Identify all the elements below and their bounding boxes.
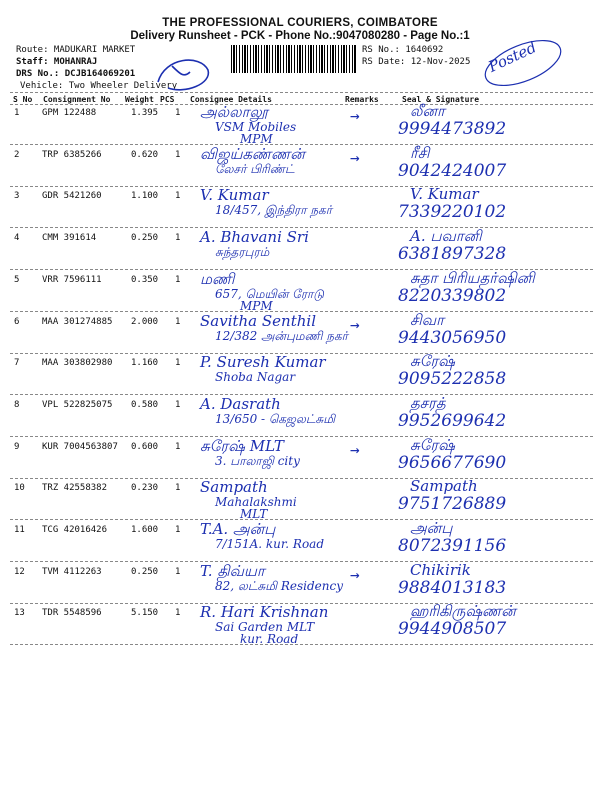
row-consignee-area: MLT [240,507,268,522]
row-weight: 0.350 [131,274,159,285]
row-signature: ஹரிகிருஷ்ணன் [410,602,516,621]
row-consignee-address: 13/650 - கெஜலட்சுமி [215,411,336,426]
row-signature: Sampath [410,477,478,496]
drs-number: DRS No.: DCJB164069201 [16,69,136,79]
row-phone: 8220339802 [398,285,507,306]
row-signature: ரீசி [410,143,430,162]
row-sno: 10 [14,483,25,494]
row-weight: 0.250 [131,566,159,577]
row-signature: சுரேஷ் [410,352,455,371]
row-consignee-area: MPM [240,132,273,146]
row-divider [10,186,593,187]
row-weight: 0.230 [131,483,159,494]
row-consignee-name: V. Kumar [200,186,269,205]
row-remark-arrow: → [350,314,360,334]
posted-circle [478,35,568,90]
row-remark-arrow: → [350,147,360,167]
row-divider [10,561,593,562]
row-consignee-address: Mahalakshmi [215,495,297,510]
posted-annotation: Posted [485,38,540,76]
runsheet-subtitle: Delivery Runsheet - PCK - Phone No.:9047080280 - Page No.:1 [130,30,470,42]
row-divider [10,394,593,395]
row-phone: 9944908507 [398,619,507,640]
row-weight: 1.600 [131,525,159,535]
row-sno: 1 [14,108,20,118]
route-label: Route: MADUKARI MARKET [16,45,136,55]
row-weight: 0.620 [131,149,159,160]
row-signature: சுரேஷ் [410,435,455,454]
row-pcs: 1 [175,108,181,118]
row-pcs: 1 [175,399,181,410]
row-consignee-name: T. திவ்யா [200,561,265,580]
row-sno: 11 [14,525,25,535]
row-sno: 7 [14,358,20,369]
row-consignee-name: Savitha Senthil [200,311,316,330]
row-consignee-address: 82, லட்சுமி Residency [215,578,344,593]
row-sno: 6 [14,316,20,327]
row-pcs: 1 [175,608,181,619]
row-signature: சிவா [410,310,444,329]
row-consignment-no: MAA 303802980 [42,358,113,369]
row-consignee-address: 18/457, இந்திரா நகர் [215,203,332,218]
row-divider [10,436,593,437]
row-consignment-no: MAA 301274885 [42,316,113,327]
row-pcs: 1 [175,566,181,577]
row-remark-arrow: → [350,106,360,125]
row-phone: 9952699642 [398,410,507,431]
rs-date: RS Date: 12-Nov-2025 [362,57,471,67]
row-weight: 0.600 [131,441,159,452]
row-consignee-name: A. Bhavani Sri [200,228,309,247]
row-consignee-address: Shoba Nagar [215,370,296,385]
row-pcs: 1 [175,274,181,285]
staff-label: Staff: MOHANRAJ [16,57,98,67]
row-consignee-address: 657, மெயின் ரோடு [215,286,324,301]
row-consignment-no: TDR 5548596 [42,608,102,619]
row-consignee-name: அல்லாலூ [200,103,268,121]
row-consignee-address: Sai Garden MLT [215,620,315,635]
vehicle-label: Vehicle: Two Wheeler Delivery [20,81,178,91]
row-signature: A. பவானி [410,227,482,246]
col-remarks: Remarks [345,95,379,104]
row-phone: 9095222858 [398,369,507,390]
row-consignee-address: 12/382 அன்புமணி நகர் [215,328,348,343]
col-weight: Weight [125,95,154,104]
row-consignment-no: GDR 5421260 [42,191,102,202]
row-consignment-no: VPL 522825075 [42,399,113,410]
row-consignee-name: A. Dasrath [200,394,281,413]
row-phone: 9751726889 [398,494,507,515]
row-pcs: 1 [175,525,181,535]
row-divider [10,519,593,520]
row-sno: 9 [14,441,20,452]
row-consignee-name: விஜய்கண்ணன் [200,144,305,163]
row-signature: Chikirik [410,560,471,579]
row-phone: 7339220102 [398,202,507,223]
row-pcs: 1 [175,441,181,452]
row-phone: 9042424007 [398,160,507,181]
row-consignment-no: GPM 122488 [42,108,97,118]
row-consignee-address: சுந்தரபுரம் [215,245,270,260]
staff-mark-scrawl [150,52,215,97]
row-pcs: 1 [175,233,181,244]
row-sno: 3 [14,191,20,202]
row-divider [10,644,593,645]
row-remark-arrow: → [350,439,360,459]
row-consignment-no: VRR 7596111 [42,274,102,285]
row-pcs: 1 [175,358,181,369]
row-signature: சுதா பிரியதர்ஷினி [410,268,535,287]
row-pcs: 1 [175,149,181,160]
row-consignee-name: மணி [200,269,235,288]
row-weight: 0.250 [131,233,159,244]
row-consignment-no: CMM 391614 [42,233,97,244]
row-phone: 9443056950 [398,327,507,348]
row-pcs: 1 [175,316,181,327]
row-weight: 1.100 [131,191,159,202]
row-weight: 0.580 [131,399,159,410]
row-consignee-name: Sampath [200,478,268,497]
row-consignee-area: kur. Road [240,632,299,647]
col-pcs: PCS [160,95,175,104]
row-phone: 8072391156 [398,536,507,556]
row-consignee-name: P. Suresh Kumar [200,353,326,372]
row-consignment-no: TRZ 42558382 [42,483,108,494]
row-consignee-name: சுரேஷ் MLT [200,436,284,455]
row-consignee-address: 7/151A. kur. Road [215,537,325,551]
row-weight: 5.150 [131,608,159,619]
row-consignment-no: TRP 6385266 [42,149,102,160]
row-consignee-name: R. Hari Krishnan [200,603,329,622]
col-seal: Seal & Signature [402,95,480,104]
row-weight: 2.000 [131,316,159,327]
row-consignment-no: TCG 42016426 [42,525,108,535]
row-consignment-no: TVM 4112263 [42,566,102,577]
row-sno: 2 [14,149,20,160]
row-signature: V. Kumar [410,185,479,204]
row-divider [10,478,593,479]
row-consignee-name: T.A. அன்பு [200,520,276,538]
row-weight: 1.395 [131,108,159,118]
row-phone: 9884013183 [398,577,507,598]
row-consignment-no: KUR 7004563807 [42,441,118,452]
row-pcs: 1 [175,191,181,202]
row-sno: 8 [14,399,20,410]
row-signature: தசரத் [410,393,446,412]
row-phone: 9656677690 [398,452,507,473]
row-sno: 4 [14,233,20,244]
row-consignee-address: லேசர் பிரிண்ட் [215,161,295,176]
col-consignee: Consignee Details [190,95,272,104]
row-weight: 1.160 [131,358,159,369]
row-phone: 9994473892 [398,119,507,139]
row-consignee-area: MPM [240,298,273,313]
col-sno: S No [13,95,33,104]
row-signature: லீனா [410,102,445,120]
row-pcs: 1 [175,483,181,494]
row-remark-arrow: → [350,564,360,584]
row-consignee-address: 3. பாலாஜி city [215,453,300,468]
rs-number: RS No.: 1640692 [362,45,444,55]
row-consignee-address: VSM Mobiles [215,120,297,134]
row-sno: 13 [14,608,25,619]
col-consignment: Consignment No [43,95,111,104]
row-signature: அன்பு [410,519,453,537]
row-sno: 5 [14,274,20,285]
row-phone: 6381897328 [398,244,507,265]
row-sno: 12 [14,566,25,577]
barcode-image [231,45,357,73]
company-title: THE PROFESSIONAL COURIERS, COIMBATORE [162,17,438,29]
